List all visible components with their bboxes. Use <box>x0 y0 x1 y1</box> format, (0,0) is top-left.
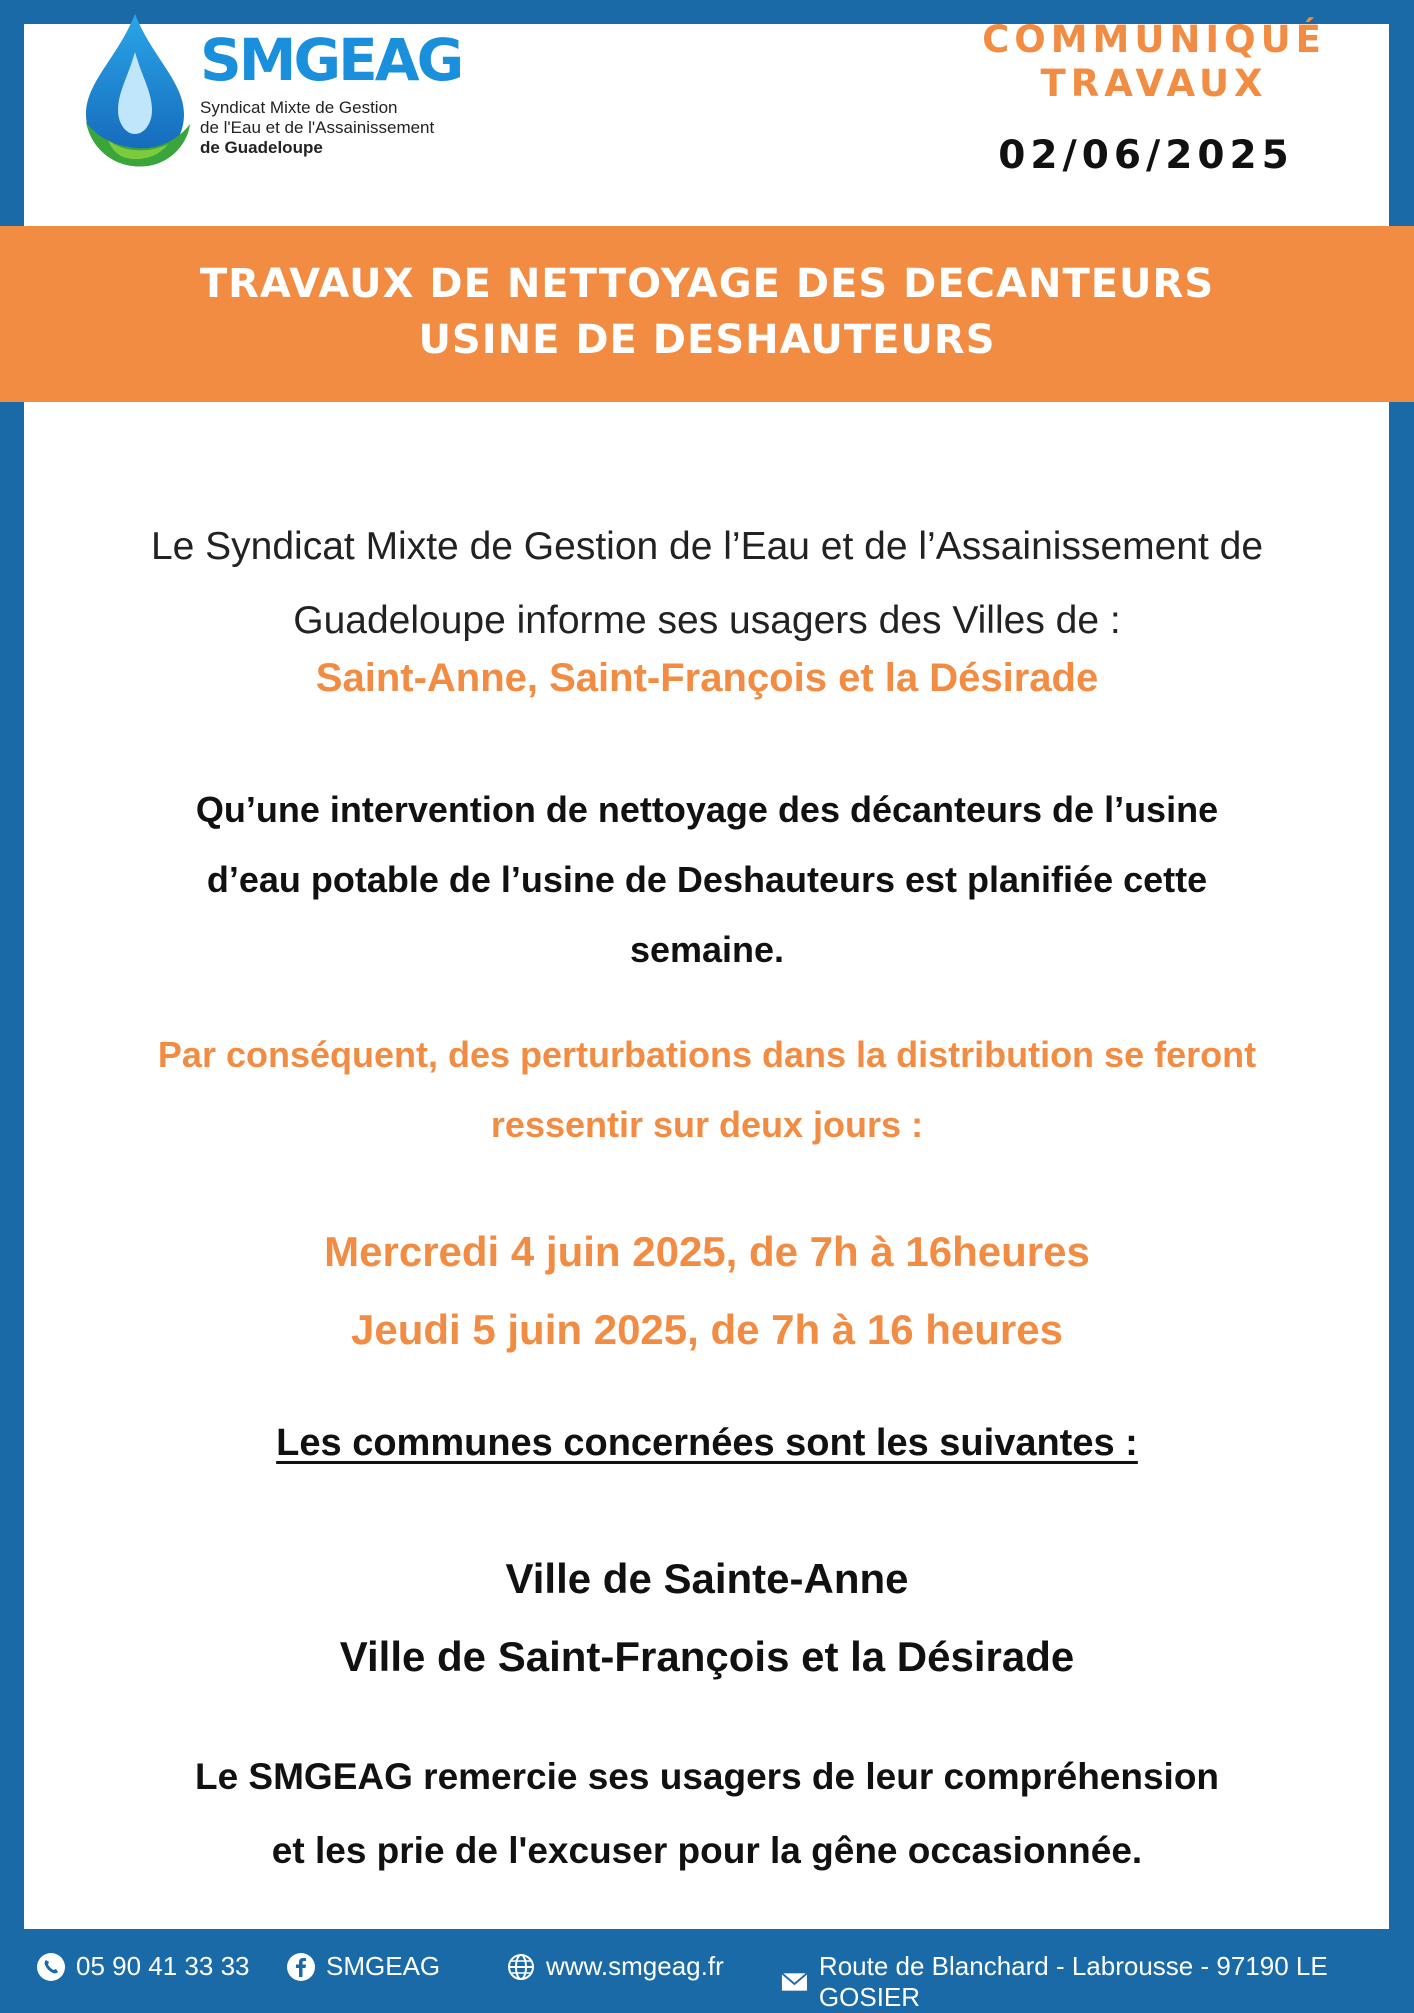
communique-title <box>964 18 1344 106</box>
disruption-dates <box>0 1213 1414 1369</box>
footer-facebook[interactable] <box>286 1951 440 1982</box>
intervention-line1: Qu’une intervention de nettoyage des décanteurs de l’usine <box>195 789 1219 830</box>
logo-subtitle-line2: de l'Eau et de l'Assainissement <box>200 118 435 137</box>
envelope-icon <box>780 1967 809 1997</box>
phone-icon <box>36 1952 66 1982</box>
commune-item: Ville de Sainte-Anne <box>505 1555 909 1602</box>
banner-line2: USINE DE DESHAUTEURS <box>418 317 996 363</box>
thanks-line2: et les prie de l'excuser pour la gêne occasionnée. <box>271 1830 1143 1871</box>
website-url: www.smgeag.fr <box>546 1951 724 1981</box>
facebook-handle: SMGEAG <box>326 1951 441 1981</box>
logo-wordmark: SMGEAG <box>200 26 462 94</box>
affected-towns: Saint-Anne, Saint-François et la Désirade <box>315 656 1099 700</box>
intervention-line3: semaine. <box>629 929 785 970</box>
communique-line1: COMMUNIQUÉ <box>982 18 1326 61</box>
logo-subtitle-line3: de Guadeloupe <box>200 138 323 157</box>
intro-paragraph <box>0 510 1414 658</box>
disruption-date-1: Mercredi 4 juin 2025, de 7h à 16heures <box>324 1228 1090 1275</box>
logo-subtitle <box>200 98 434 158</box>
intervention-paragraph <box>0 775 1414 985</box>
water-drop-logo-icon <box>78 12 193 172</box>
globe-icon <box>506 1952 536 1982</box>
communes-heading-text: Les communes concernées sont les suivantes : <box>276 1422 1138 1464</box>
intro-line2: Guadeloupe informe ses usagers des Villes de : <box>293 599 1121 642</box>
commune-item: Ville de Saint-François et la Désirade <box>339 1633 1075 1680</box>
banner-line1: TRAVAUX DE NETTOYAGE DES DECANTEURS <box>199 261 1215 307</box>
thanks-line1: Le SMGEAG remercie ses usagers de leur compréhension <box>194 1756 1220 1797</box>
logo-subtitle-line1: Syndicat Mixte de Gestion <box>200 98 398 117</box>
communique-line2: TRAVAUX <box>1040 62 1268 105</box>
footer-bar <box>0 1929 1414 2012</box>
communes-list <box>0 1540 1414 1696</box>
disruption-date-2: Jeudi 5 juin 2025, de 7h à 16 heures <box>351 1306 1063 1353</box>
facebook-icon <box>286 1952 316 1982</box>
footer-website[interactable] <box>506 1951 724 1982</box>
intervention-line2: d’eau potable de l’usine de Deshauteurs est planifiée cette <box>206 859 1208 900</box>
phone-number: 05 90 41 33 33 <box>76 1951 250 1981</box>
communes-heading <box>0 1422 1414 1465</box>
consequence-line2: ressentir sur deux jours : <box>490 1104 924 1145</box>
footer-phone[interactable] <box>36 1951 250 1982</box>
thanks-paragraph <box>0 1740 1414 1888</box>
postal-address: Route de Blanchard - Labrousse - 97190 LE GOSIER <box>818 1951 1328 2012</box>
intro-line1: Le Syndicat Mixte de Gestion de l’Eau et de l’Assainissement de <box>150 525 1264 568</box>
consequence-paragraph <box>0 1020 1414 1160</box>
title-banner <box>0 226 1414 402</box>
consequence-line1: Par conséquent, des perturbations dans la distribution se feront <box>157 1034 1257 1075</box>
publication-date: 02/06/2025 <box>998 133 1294 178</box>
footer-address <box>780 1951 1414 2013</box>
